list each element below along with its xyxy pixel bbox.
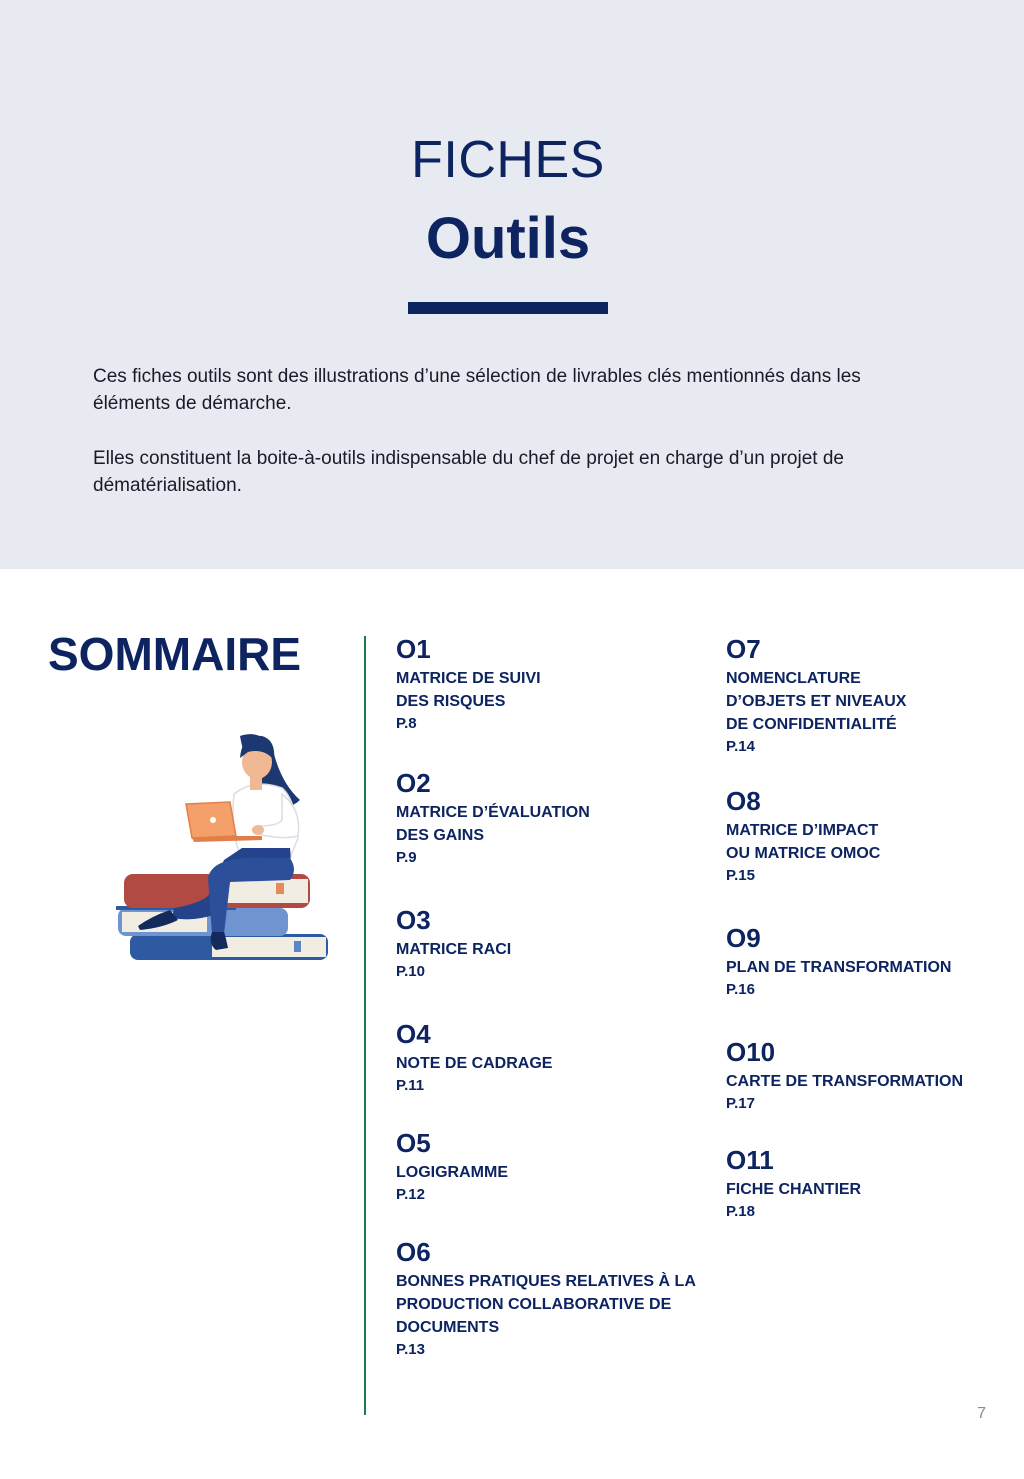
toc-number: O3 — [396, 905, 431, 935]
toc-number: O10 — [726, 1037, 776, 1067]
toc-page: P.14 — [726, 738, 755, 755]
toc-number: O1 — [396, 634, 431, 664]
toc-page: P.18 — [726, 1203, 755, 1220]
toc-number: O4 — [396, 1019, 431, 1049]
toc-label-text: NOMENCLATURE D’OBJETS ET NIVEAUX DE CONFIDENTIALITÉ — [726, 670, 907, 733]
reading-woman-illustration — [112, 728, 332, 964]
page-title-line1: FICHES — [411, 131, 605, 189]
toc-entry-o9[interactable] — [726, 923, 1016, 1001]
toc-label — [396, 1270, 696, 1339]
toc-label — [396, 1052, 696, 1075]
toc-label — [726, 1178, 1016, 1201]
toc-entry-o6[interactable] — [396, 1237, 696, 1361]
toc-page: P.16 — [726, 981, 755, 998]
toc-page: P.15 — [726, 867, 755, 884]
toc-number: O9 — [726, 923, 761, 953]
toc-label-text: CARTE DE TRANSFORMATION — [726, 1073, 964, 1090]
toc-page: P.8 — [396, 715, 417, 732]
toc-label-text: MATRICE D’ÉVALUATION DES GAINS — [396, 804, 590, 844]
toc-entry-o10[interactable] — [726, 1037, 1016, 1115]
intro-paragraph-1: Ces fiches outils sont des illustrations d’une sélection de livrables clés mentionnés dans les éléments de démarche. — [93, 366, 861, 414]
header-band — [0, 0, 1024, 569]
page-number: 7 — [977, 1405, 986, 1422]
title-underline — [408, 302, 608, 314]
toc-page: P.9 — [396, 849, 417, 866]
toc-label — [726, 667, 1016, 736]
toc-entry-o1[interactable] — [396, 634, 696, 735]
toc-page: P.10 — [396, 963, 425, 980]
toc-label — [726, 819, 1016, 865]
toc-label-text: FICHE CHANTIER — [726, 1181, 862, 1198]
toc-label-text: NOTE DE CADRAGE — [396, 1055, 553, 1072]
toc-label — [396, 1161, 696, 1184]
toc-label-text: LOGIGRAMME — [396, 1164, 508, 1181]
intro-paragraph-2: Elles constituent la boite-à-outils indispensable du chef de projet en charge d’un projet de dématérialisation. — [93, 448, 844, 496]
toc-label — [396, 938, 696, 961]
toc-label-text: BONNES PRATIQUES RELATIVES À LA PRODUCTION COLLABORATIVE DE DOCUMENTS — [396, 1273, 696, 1336]
sommaire-heading: SOMMAIRE — [48, 628, 301, 680]
toc-number: O11 — [726, 1145, 774, 1175]
toc-label — [396, 667, 696, 713]
toc-page: P.17 — [726, 1095, 755, 1112]
toc-label-text: PLAN DE TRANSFORMATION — [726, 959, 952, 976]
toc-entry-o4[interactable] — [396, 1019, 696, 1097]
toc-label — [726, 956, 1016, 979]
toc-label-text: MATRICE RACI — [396, 941, 512, 958]
toc-number: O8 — [726, 786, 761, 816]
toc-number: O2 — [396, 768, 431, 798]
toc-label-text: MATRICE D’IMPACT OU MATRICE OMOC — [726, 822, 881, 862]
toc-label — [396, 801, 696, 847]
toc-entry-o11[interactable] — [726, 1145, 1016, 1223]
toc-entry-o5[interactable] — [396, 1128, 696, 1206]
toc-number: O5 — [396, 1128, 431, 1158]
toc-number: O6 — [396, 1237, 431, 1267]
toc-page: P.12 — [396, 1186, 425, 1203]
toc-entry-o7[interactable] — [726, 634, 1016, 758]
vertical-divider — [364, 636, 366, 1415]
toc-entry-o3[interactable] — [396, 905, 696, 983]
toc-entry-o2[interactable] — [396, 768, 696, 869]
toc-label-text: MATRICE DE SUIVI DES RISQUES — [396, 670, 541, 710]
page-title-line2: Outils — [425, 206, 591, 271]
toc-number: O7 — [726, 634, 761, 664]
toc-page: P.11 — [396, 1077, 425, 1094]
toc-label — [726, 1070, 1016, 1093]
toc-entry-o8[interactable] — [726, 786, 1016, 887]
toc-page: P.13 — [396, 1341, 425, 1358]
